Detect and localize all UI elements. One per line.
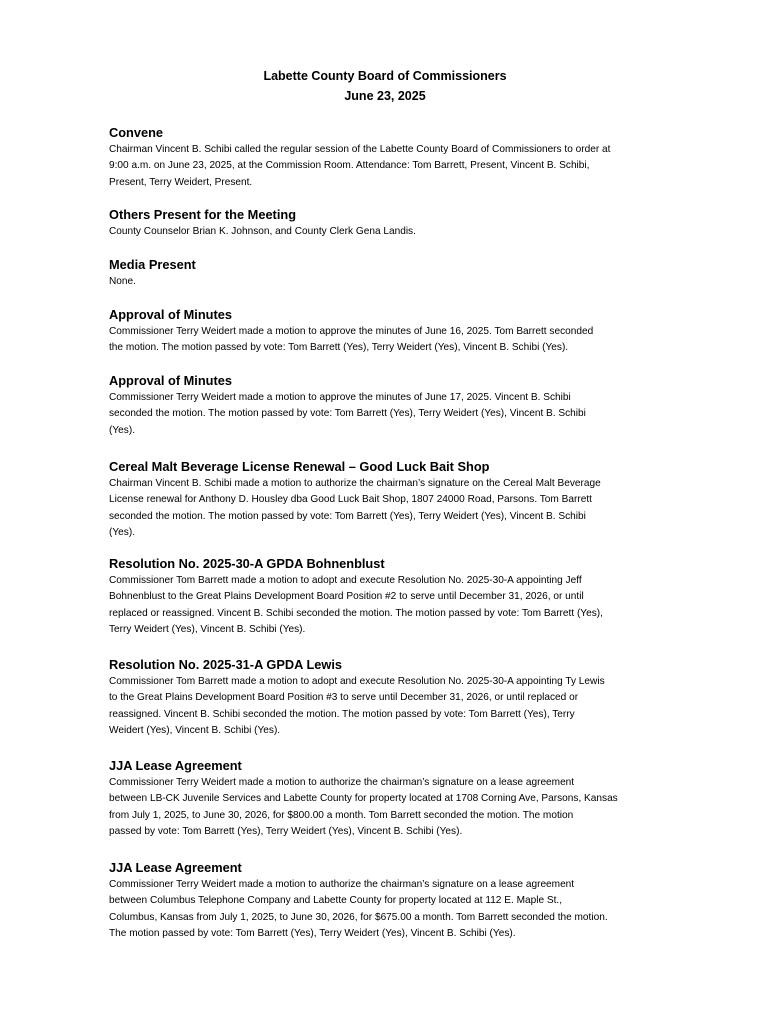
section-resolution-2025-30-a: [109, 555, 689, 638]
body-line: County Counselor Brian K. Johnson, and County Clerk Gena Landis.: [109, 226, 416, 237]
body-line: (Yes).: [109, 424, 135, 436]
document-title: Labette County Board of Commissioners: [263, 69, 507, 83]
body-line: License renewal for Anthony D. Housley dba Good Luck Bait Shop, 1807 24000 Road, Parsons. Tom Barrett: [109, 494, 592, 506]
section-resolution-2025-31-a: [109, 656, 689, 739]
section-heading: JJA Lease Agreement: [109, 860, 242, 875]
body-line: None.: [109, 276, 136, 287]
section-jja-lease-1: [109, 757, 689, 840]
body-line: Columbus, Kansas from July 1, 2025, to June 30, 2026, for $675.00 a month. Tom Barrett seconded the motion.: [109, 911, 608, 923]
section-heading: Resolution No. 2025-30-A GPDA Bohnenblust: [109, 556, 385, 571]
body-line: Chairman Vincent B. Schibi made a motion to authorize the chairman’s signature on the Cereal Malt Beverage: [109, 478, 601, 489]
section-heading: Others Present for the Meeting: [109, 207, 297, 222]
body-line: Terry Weidert (Yes), Vincent B. Schibi (Yes).: [109, 623, 306, 635]
section-media-present: [109, 256, 689, 290]
body-line: reassigned. Vincent B. Schibi seconded the motion. The motion passed by vote: Tom Barrett (Yes), Terry: [109, 708, 575, 720]
section-approval-of-minutes-1: [109, 306, 689, 357]
body-line: the motion. The motion passed by vote: Tom Barrett (Yes), Terry Weidert (Yes), Vincent B. Schibi (Yes).: [109, 342, 569, 354]
body-line: from July 1, 2025, to June 30, 2026, for $800.00 a month. Tom Barrett seconded the motion. The motion: [109, 809, 574, 821]
section-heading: Convene: [109, 125, 164, 140]
body-line: Commissioner Terry Weidert made a motion to approve the minutes of June 16, 2025. Tom Barrett seconded: [109, 326, 594, 337]
body-line: 9:00 a.m. on June 23, 2025, at the Commission Room. Attendance: Tom Barrett, Present, Vincent B. Schibi,: [109, 160, 590, 172]
body-line: to the Great Plains Development Board Position #3 to serve until December 31, 2026, or until replaced or: [109, 692, 579, 704]
body-line: Commissioner Terry Weidert made a motion to approve the minutes of June 17, 2025. Vincent B. Schibi: [109, 392, 571, 403]
section-heading: Approval of Minutes: [109, 373, 232, 388]
body-line: Chairman Vincent B. Schibi called the regular session of the Labette County Board of Commissioners to order at: [109, 144, 611, 155]
body-line: Commissioner Terry Weidert made a motion to authorize the chairman’s signature on a lease agreement: [109, 879, 575, 890]
body-line: between Columbus Telephone Company and Labette County for property located at 112 E. Maple St.,: [109, 895, 563, 907]
body-line: seconded the motion. The motion passed by vote: Tom Barrett (Yes), Terry Weidert (Yes), Vincent B. Schibi: [109, 510, 586, 522]
body-line: Present, Terry Weidert, Present.: [109, 176, 253, 188]
body-line: (Yes).: [109, 526, 135, 538]
body-line: Weidert (Yes), Vincent B. Schibi (Yes).: [109, 724, 281, 736]
section-heading: Cereal Malt Beverage License Renewal – Good Luck Bait Shop: [109, 459, 490, 474]
section-heading: Media Present: [109, 257, 196, 272]
section-approval-of-minutes-2: [109, 372, 689, 439]
body-line: The motion passed by vote: Tom Barrett (Yes), Terry Weidert (Yes), Vincent B. Schibi (Yes).: [109, 927, 516, 939]
section-cmb-license-renewal: [109, 458, 689, 541]
body-line: Bohnenblust to the Great Plains Development Board Position #2 to serve until December 31, 2026, or until: [109, 591, 584, 603]
section-heading: Approval of Minutes: [109, 307, 232, 322]
section-others-present: [109, 206, 689, 240]
body-line: Commissioner Terry Weidert made a motion to authorize the chairman’s signature on a lease agreement: [109, 777, 575, 788]
document-header: [0, 66, 770, 106]
section-convene: [109, 124, 689, 191]
body-line: passed by vote: Tom Barrett (Yes), Terry Weidert (Yes), Vincent B. Schibi (Yes).: [109, 825, 463, 837]
section-jja-lease-2: [109, 859, 689, 942]
section-heading: Resolution No. 2025-31-A GPDA Lewis: [109, 657, 342, 672]
meeting-date: June 23, 2025: [344, 89, 426, 103]
body-line: between LB-CK Juvenile Services and Labette County for property located at 1708 Corning Ave, Parsons, Kansas: [109, 793, 618, 805]
body-line: Commissioner Tom Barrett made a motion to adopt and execute Resolution No. 2025-30-A appointing Jeff: [109, 575, 582, 586]
body-line: replaced or reassigned. Vincent B. Schibi seconded the motion. The motion passed by vote: Tom Barrett (Yes),: [109, 607, 603, 619]
body-line: seconded the motion. The motion passed by vote: Tom Barrett (Yes), Terry Weidert (Yes), Vincent B. Schibi: [109, 408, 586, 420]
body-line: Commissioner Tom Barrett made a motion to adopt and execute Resolution No. 2025-30-A appointing Ty Lewis: [109, 676, 605, 687]
section-heading: JJA Lease Agreement: [109, 758, 242, 773]
